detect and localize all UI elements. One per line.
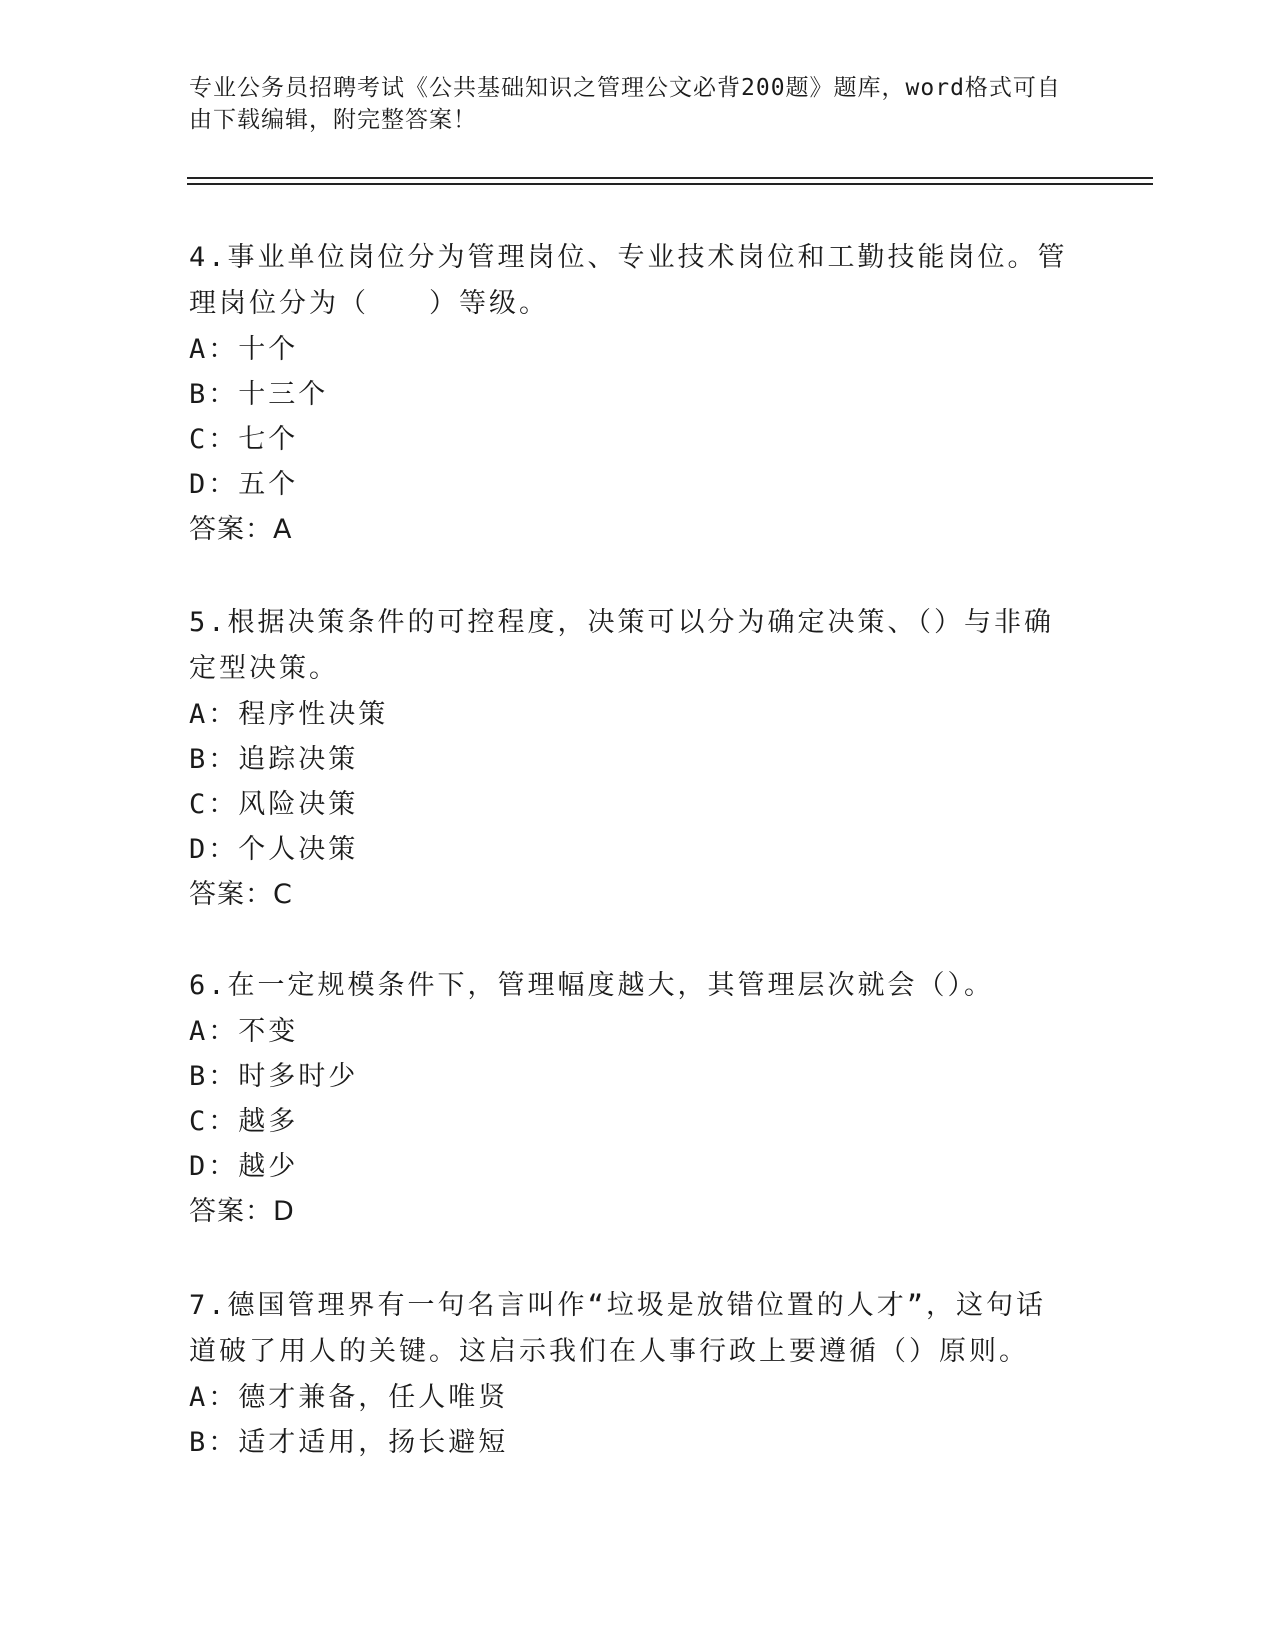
option-d: D：五个: [189, 469, 299, 500]
answer-line: 答案：A: [189, 514, 293, 545]
header-divider-top: [187, 177, 1153, 179]
question-7: [189, 1283, 1069, 1465]
option-b: B：追踪决策: [189, 744, 359, 775]
question-stem: 5.根据决策条件的可控程度，决策可以分为确定决策、（）与非确定型决策。: [189, 607, 1055, 684]
option-a: A：十个: [189, 334, 299, 365]
option-b: B：适才适用，扬长避短: [189, 1427, 509, 1458]
question-stem: 6.在一定规模条件下，管理幅度越大，其管理层次就会（）。: [189, 970, 995, 1001]
option-d: D：个人决策: [189, 834, 359, 865]
document-header: 专业公务员招聘考试《公共基础知识之管理公文必背200题》题库，word格式可自由下载编辑，附完整答案！: [189, 75, 1061, 133]
option-a: A：程序性决策: [189, 699, 389, 730]
question-6: [189, 963, 1069, 1235]
option-a: A：德才兼备，任人唯贤: [189, 1382, 509, 1413]
option-b: B：十三个: [189, 379, 329, 410]
question-5: [189, 600, 1069, 918]
question-stem: 4.事业单位岗位分为管理岗位、专业技术岗位和工勤技能岗位。管理岗位分为（ ）等级。: [189, 242, 1068, 319]
option-b: B：时多时少: [189, 1061, 359, 1092]
answer-line: 答案：D: [189, 1196, 295, 1227]
question-4: [189, 235, 1069, 553]
option-c: C：七个: [189, 424, 299, 455]
answer-line: 答案：C: [189, 879, 293, 910]
option-c: C：风险决策: [189, 789, 359, 820]
option-c: C：越多: [189, 1106, 299, 1137]
header-divider-bottom: [187, 183, 1153, 185]
question-stem: 7.德国管理界有一句名言叫作“垃圾是放错位置的人才”，这句话道破了用人的关键。这启示我们在人事行政上要遵循（）原则。: [189, 1290, 1047, 1367]
option-d: D：越少: [189, 1151, 299, 1182]
option-a: A：不变: [189, 1016, 299, 1047]
